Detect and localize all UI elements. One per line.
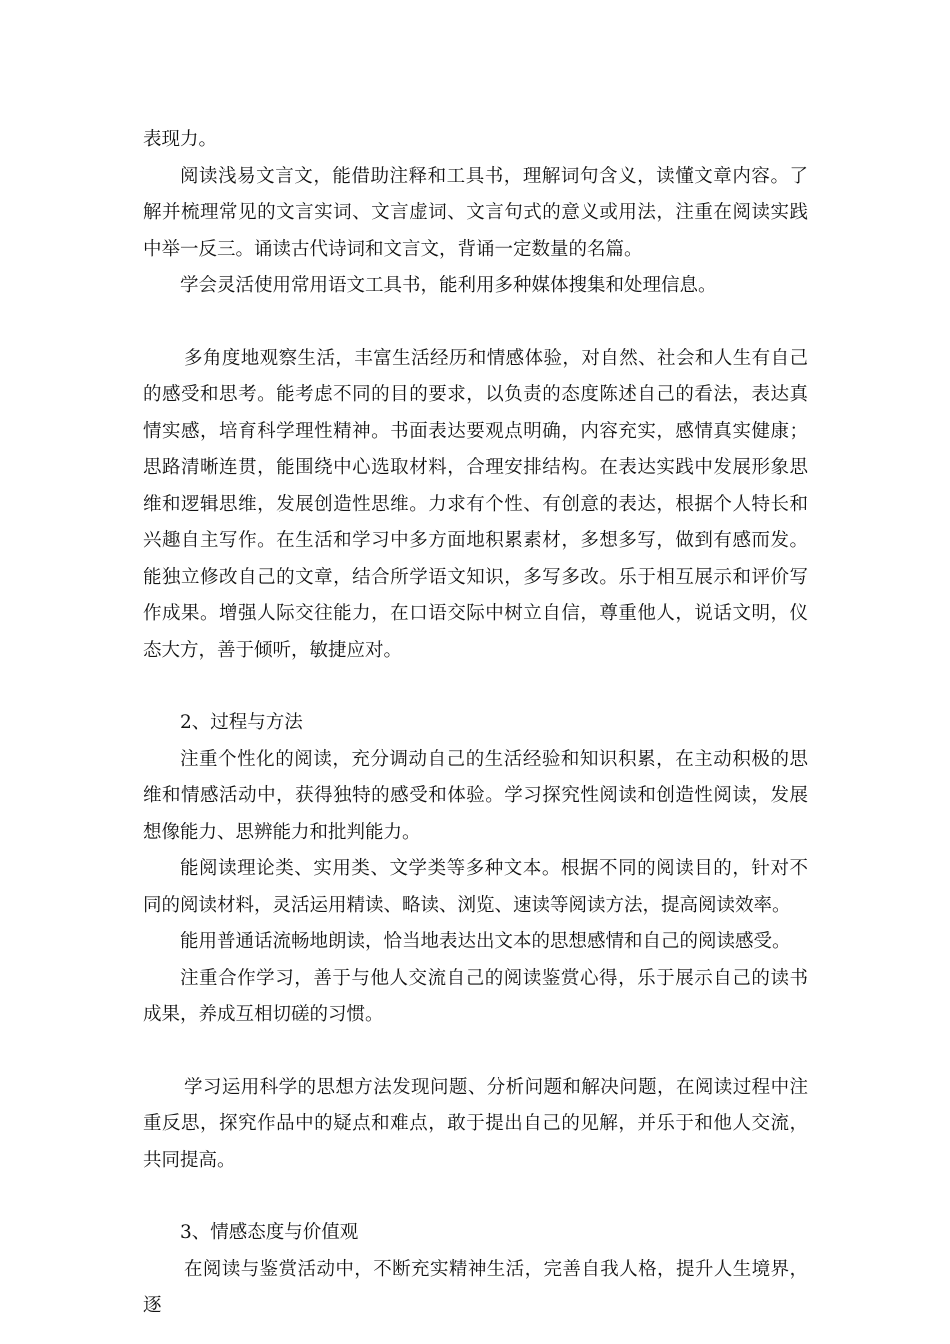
- paragraph-reading-aloud: 能用普通话流畅地朗读，恰当地表达出文本的思想感情和自己的阅读感受。: [180, 931, 791, 952]
- paragraph-classical-reading: 阅读浅易文言文，能借助注释和工具书，理解词句含义，读懂文章内容。了解并梳理常见的文言实词、文言虚词、文言句式的意义或用法，注重在阅读实践中举一反三。诵读古代诗词和文言文，背诵一定数量的名篇。: [143, 165, 808, 260]
- paragraph-text-types: 能阅读理论类、实用类、文学类等多种文本。根据不同的阅读目的，针对不同的阅读材料，灵活运用精读、略读、浏览、速读等阅读方法，提高阅读效率。: [143, 858, 808, 916]
- paragraph-continuation: 表现力。: [143, 129, 218, 150]
- section-heading-process-methods: 2、过程与方法: [180, 712, 303, 733]
- paragraph-writing-expression: 多角度地观察生活，丰富生活经历和情感体验，对自然、社会和人生有自己的感受和思考。能考虑不同的目的要求，以负责的态度陈述自己的看法，表达真情实感，培育科学理性精神。书面表达要观点明确，内容充实，感情真实健康；思路清晰连贯，能围绕中心选取材料，合理安排结构。在表达实践中发展形象思维和逻辑思维，发展创造性思维。力求有个性、有创意的表达，根据个人特长和兴趣自主写作。在生活和学习中多方面地积累素材，多想多写，做到有感而发。能独立修改自己的文章，结合所学语文知识，多写多改。乐于相互展示和评价写作成果。增强人际交往能力，在口语交际中树立自信，尊重他人，说话文明，仪态大方，善于倾听，敏捷应对。: [143, 347, 808, 661]
- paragraph-scientific-method: 学习运用科学的思想方法发现问题、分析问题和解决问题，在阅读过程中注重反思，探究作品中的疑点和难点，敢于提出自己的见解，并乐于和他人交流，共同提高。: [143, 1076, 808, 1171]
- paragraph-cooperative-learning: 注重合作学习，善于与他人交流自己的阅读鉴赏心得，乐于展示自己的读书成果，养成互相切磋的习惯。: [143, 967, 808, 1025]
- document-page: [143, 122, 808, 1325]
- paragraph-personalized-reading: 注重个性化的阅读，充分调动自己的生活经验和知识积累，在主动积极的思维和情感活动中，获得独特的感受和体验。学习探究性阅读和创造性阅读，发展想像能力、思辨能力和批判能力。: [143, 748, 808, 843]
- paragraph-appreciation-activities: 在阅读与鉴赏活动中，不断充实精神生活，完善自我人格，提升人生境界，逐: [143, 1258, 808, 1316]
- paragraph-reference-tools: 学会灵活使用常用语文工具书，能利用多种媒体搜集和处理信息。: [180, 275, 717, 296]
- section-heading-attitude-values: 3、情感态度与价值观: [180, 1222, 359, 1243]
